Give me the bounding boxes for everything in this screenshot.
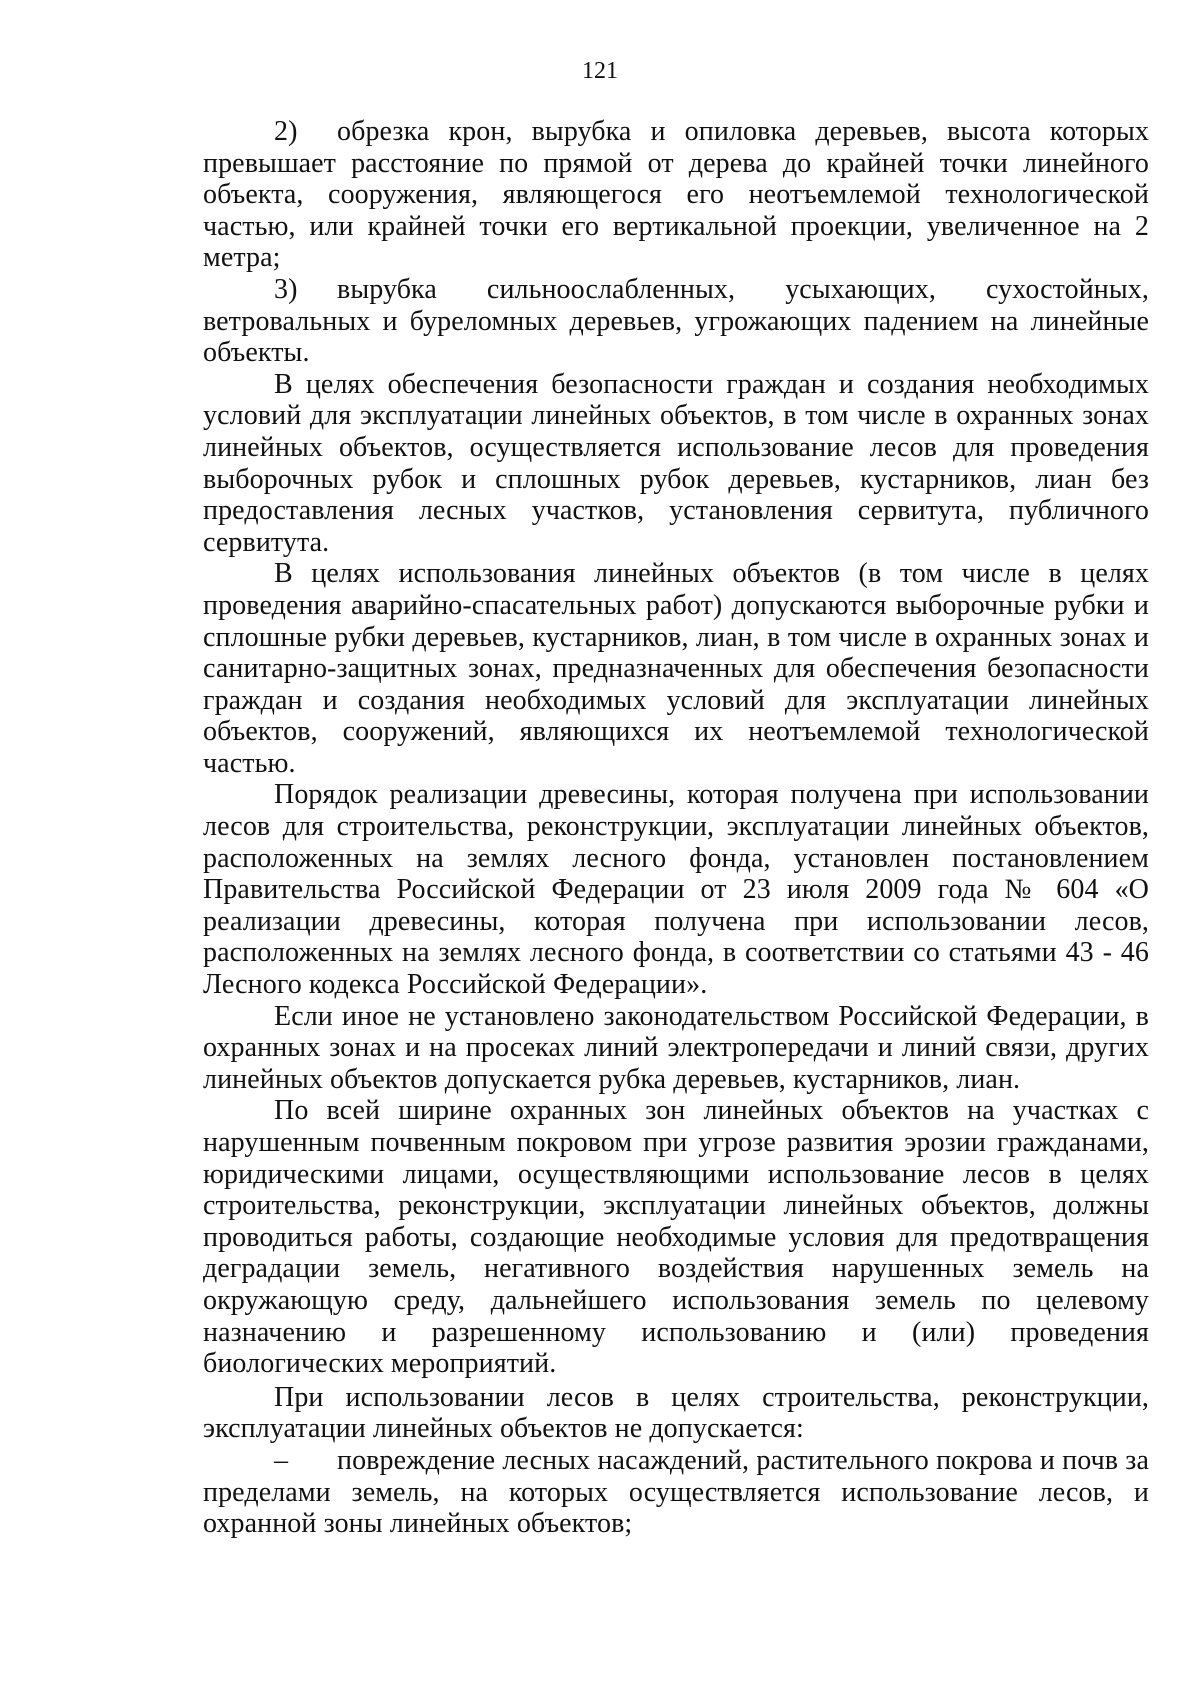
- paragraph-protection-zones: Если иное не установлено законодательством Российской Федерации, в охранных зонах и на просеках линий электропередачи и линий связи, других линейных объектов допускается рубка деревьев, кустарников, лиан.: [203, 1000, 1149, 1095]
- dash-item-text: повреждение лесных насаждений, растительного покрова и почв за пределами земель, на которых осуществляется использование лесов, и охранной зоны линейных объектов;: [203, 1444, 1149, 1540]
- paragraph-timber-sale: Порядок реализации древесины, которая получена при использовании лесов для строительства, реконструкции, эксплуатации линейных объектов, расположенных на землях лесного фонда, установлен постановлением Правительства Российской Федерации от 23 июля 2009 года № 604 «О реализации древесины, которая получена при использовании лесов, расположенных на землях лесного фонда, в соответствии со статьями 43 - 46 Лесного кодекса Российской Федерации».: [203, 779, 1149, 1001]
- paragraph-prohibitions: При использовании лесов в целях строительства, реконструкции, эксплуатации линейных объектов не допускается:: [203, 1381, 1149, 1445]
- page-number: 121: [582, 58, 618, 84]
- dash-list-item: [203, 1445, 1149, 1540]
- item-text: обрезка крон, вырубка и опиловка деревьев, высота которых превышает расстояние по прямой от дерева до крайней точки линейного объекта, сооружения, являющегося его неотъемлемой технологической частью, или крайней точки его вертикальной проекции, увеличенное на 2 метра;: [203, 116, 1149, 274]
- paragraph-safety-clearing: В целях обеспечения безопасности граждан и создания необходимых условий для эксплуатации линейных объектов, в том числе в охранных зонах линейных объектов, осуществляется использование лесов для проведения выборочных рубок и сплошных рубок деревьев, кустарников, лиан без предоставления лесных участков, установления сервитута, публичного сервитута.: [203, 368, 1149, 558]
- item-text: вырубка сильноослабленных, усыхающих, сухостойных, ветровальных и буреломных деревьев, угрожающих падением на линейные объекты.: [203, 273, 1149, 369]
- item-number: 3): [274, 273, 298, 305]
- paragraph-erosion-works: По всей ширине охранных зон линейных объектов на участках с нарушенным почвенным покровом при угрозе развития эрозии гражданами, юридическими лицами, осуществляющими использование лесов в целях строительства, реконструкции, эксплуатации линейных объектов, должны проводиться работы, создающие необходимые условия для предотвращения деградации земель, негативного воздействия нарушенных земель на окружающую среду, дальнейшего использования земель по целевому назначению и разрешенному использованию и (или) проведения биологических мероприятий.: [203, 1095, 1149, 1380]
- list-item-3: [203, 274, 1149, 369]
- document-body: [203, 116, 1149, 1540]
- dash-marker: –: [274, 1444, 289, 1476]
- list-item-2: [203, 116, 1149, 274]
- paragraph-linear-objects-use: В целях использования линейных объектов (в том числе в целях проведения аварийно-спасательных работ) допускаются выборочные рубки и сплошные рубки деревьев, кустарников, лиан, в том числе в охранных зонах и санитарно-защитных зонах, предназначенных для обеспечения безопасности граждан и создания необходимых условий для эксплуатации линейных объектов, сооружений, являющихся их неотъемлемой технологической частью.: [203, 558, 1149, 779]
- item-number: 2): [274, 116, 298, 147]
